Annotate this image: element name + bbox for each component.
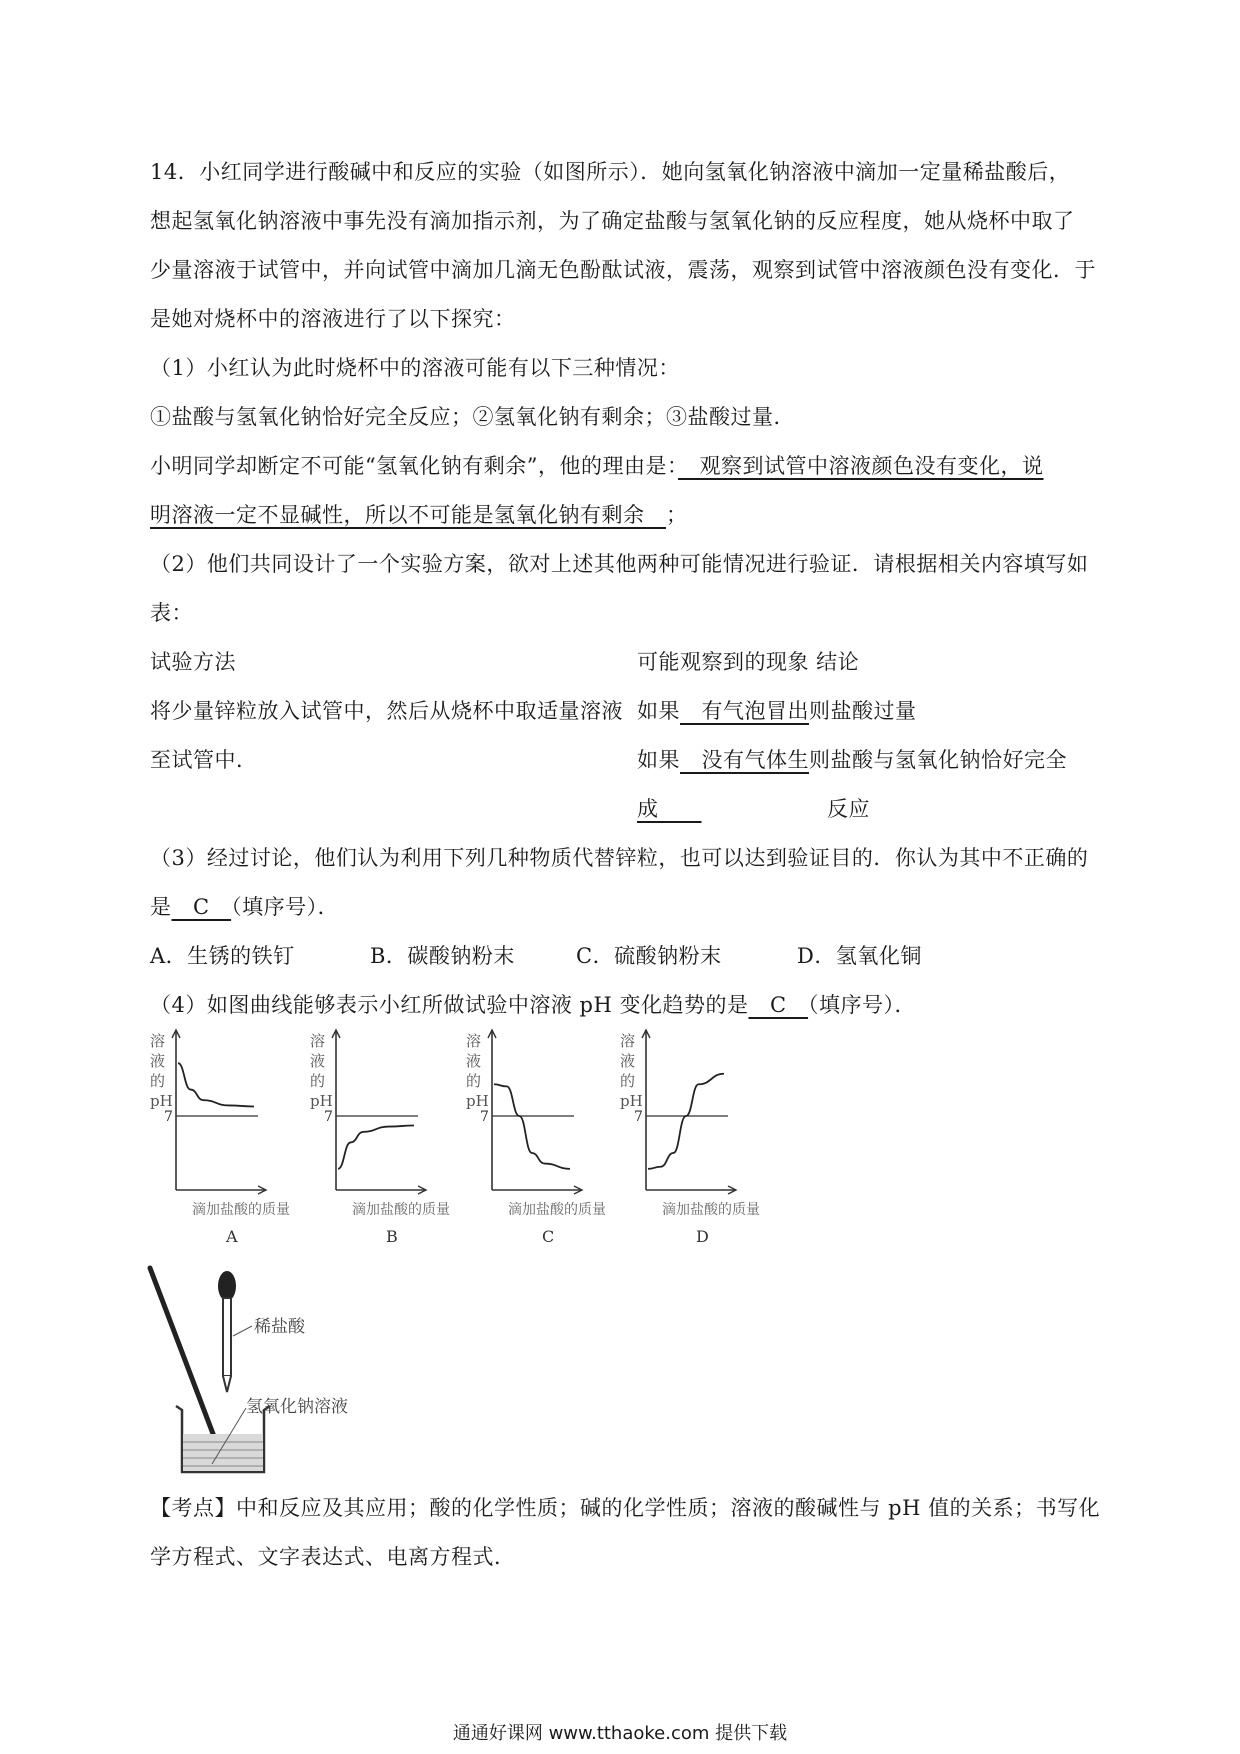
x-axis-label: 滴加盐酸的质量 — [662, 1202, 760, 1218]
part3-line-2 — [150, 892, 339, 922]
y-axis-label: 液 — [150, 1052, 166, 1070]
x-axis-label: 滴加盐酸的质量 — [192, 1202, 290, 1218]
part4-suffix: （填序号）． — [808, 993, 917, 1017]
panel-letter: D — [696, 1227, 709, 1246]
row1-conclusion: 则盐酸过量 — [809, 699, 917, 723]
part4-prefix: （4）如图曲线能够表示小红所做试验中溶液 pH 变化趋势的是 — [150, 993, 749, 1017]
beaker-label: 氢氧化钠溶液 — [246, 1397, 348, 1417]
y-axis-label: pH — [150, 1092, 173, 1110]
row2-answer: 没有气体生 — [680, 748, 809, 772]
y-axis-label: 的 — [466, 1072, 482, 1090]
option-b: B．碳酸钠粉末 — [370, 944, 515, 968]
dropper-label: 稀盐酸 — [254, 1317, 305, 1337]
y-axis-label: 溶 — [620, 1032, 636, 1050]
option-c: C．硫酸钠粉末 — [576, 944, 722, 968]
table-row-1 — [637, 696, 917, 726]
question-line-1: 14．小红同学进行酸碱中和反应的实验（如图所示）．她向氢氧化钠溶液中滴加一定量稀盐酸后， — [150, 160, 1071, 184]
y-axis-label: 的 — [150, 1072, 166, 1090]
ph-curve-series — [178, 1063, 254, 1106]
row3-conclusion: 反应 — [827, 797, 870, 821]
table-header-method: 试验方法 — [150, 650, 236, 674]
option-a: A．生锈的铁钉 — [150, 944, 295, 968]
panel-letter: C — [542, 1227, 555, 1246]
reason-prefix: 小明同学却断定不可能“氢氧化钠有剩余”，他的理由是： — [150, 454, 678, 478]
table-row-3-answer — [637, 794, 702, 824]
solution-fill — [183, 1434, 263, 1471]
row2-conclusion: 则盐酸与氢氧化钠恰好完全 — [809, 748, 1067, 772]
question-line-2: 想起氢氧化钠溶液中事先没有滴加指示剂，为了确定盐酸与氢氧化钠的反应程度，她从烧杯中取了 — [150, 209, 1075, 233]
y-axis-label: pH — [310, 1092, 333, 1110]
table-row-2 — [637, 745, 1067, 775]
part1-cases: ①盐酸与氢氧化钠恰好完全反应；②氢氧化钠有剩余；③盐酸过量． — [150, 405, 795, 429]
tick-7-label: 7 — [634, 1109, 643, 1125]
ph-curve-series — [494, 1084, 570, 1169]
part1-intro: （1）小红认为此时烧杯中的溶液可能有以下三种情况： — [150, 356, 680, 380]
table-method-line-2: 至试管中． — [150, 748, 258, 772]
tick-7-label: 7 — [164, 1109, 173, 1125]
ph-charts-figure — [146, 1022, 846, 1254]
tick-7-label: 7 — [480, 1109, 489, 1125]
x-axis-label: 滴加盐酸的质量 — [508, 1202, 606, 1218]
y-axis-label: 液 — [466, 1052, 482, 1070]
y-axis-label: 液 — [620, 1052, 636, 1070]
part2-line-2: 表： — [150, 601, 193, 625]
kaodian-label: 【考点】 — [150, 1496, 236, 1520]
ph-curve-series — [648, 1074, 724, 1169]
question-line-4: 是她对烧杯中的溶液进行了以下探究： — [150, 307, 516, 331]
x-axis-label: 滴加盐酸的质量 — [352, 1202, 450, 1218]
reason-answer-2: 明溶液一定不显碱性，所以不可能是氢氧化钠有剩余 — [150, 503, 666, 527]
panel-letter: A — [226, 1227, 238, 1246]
panel-letter: B — [386, 1227, 398, 1246]
part4-line — [150, 990, 916, 1020]
part3-line-1: （3）经过讨论，他们认为利用下列几种物质代替锌粒，也可以达到验证目的．你认为其中不正确的 — [150, 846, 1089, 870]
kaodian-line-1 — [150, 1493, 1100, 1523]
y-axis-label: 溶 — [310, 1032, 326, 1050]
page-footer: 通通好课网 www.tthaoke.com 提供下载 — [452, 1723, 788, 1744]
question-line-3: 少量溶液于试管中，并向试管中滴加几滴无色酚酞试液，震荡，观察到试管中溶液颜色没有变化．于 — [150, 258, 1096, 282]
part3-answer: C — [171, 895, 232, 919]
part1-reason-line-1 — [150, 451, 1043, 481]
row1-prefix: 如果 — [637, 699, 680, 723]
part3-prefix: 是 — [150, 895, 172, 919]
row1-answer: 有气泡冒出 — [680, 699, 809, 723]
option-d: D．氢氧化铜 — [797, 944, 922, 968]
part3-suffix: （填序号）． — [231, 895, 340, 919]
ph-chart-A — [150, 1030, 290, 1246]
part4-answer: C — [748, 993, 809, 1017]
y-axis-label: pH — [466, 1092, 489, 1110]
y-axis-label: 的 — [620, 1072, 636, 1090]
dropper — [218, 1271, 236, 1392]
y-axis-label: 溶 — [150, 1032, 166, 1050]
y-axis-label: pH — [620, 1092, 643, 1110]
reason-answer-1: 观察到试管中溶液颜色没有变化，说 — [677, 454, 1044, 478]
part1-reason-line-2 — [150, 500, 688, 530]
dropper-leader-line — [233, 1326, 252, 1336]
y-axis-label: 液 — [310, 1052, 326, 1070]
kaodian-text-1: 中和反应及其应用；酸的化学性质；碱的化学性质；溶液的酸碱性与 pH 值的关系；书写化 — [236, 1496, 1101, 1520]
row2-prefix: 如果 — [637, 748, 680, 772]
row3-answer: 成 — [637, 797, 702, 821]
kaodian-line-2: 学方程式、文字表达式、电离方程式． — [150, 1545, 516, 1569]
ph-chart-D — [620, 1030, 760, 1246]
ph-chart-B — [310, 1030, 450, 1246]
apparatus-figure — [146, 1258, 386, 1494]
y-axis-label: 溶 — [466, 1032, 482, 1050]
reason-suffix: ； — [666, 503, 688, 527]
part2-line-1: （2）他们共同设计了一个实验方案，欲对上述其他两种可能情况进行验证．请根据相关内容填写如 — [150, 552, 1089, 576]
table-header-phenomenon-conclusion: 可能观察到的现象 结论 — [637, 650, 860, 674]
table-method-line-1: 将少量锌粒放入试管中，然后从烧杯中取适量溶液 — [150, 699, 623, 723]
y-axis-label: 的 — [310, 1072, 326, 1090]
ph-chart-C — [466, 1030, 606, 1246]
tick-7-label: 7 — [324, 1109, 333, 1125]
ph-curve-series — [338, 1126, 414, 1169]
